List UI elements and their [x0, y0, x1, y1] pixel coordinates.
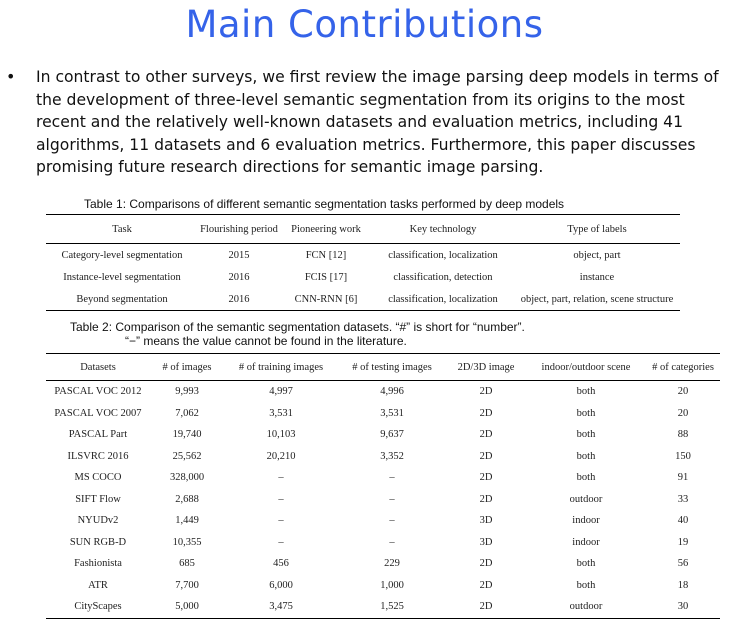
table1-header: Pioneering work	[280, 215, 372, 244]
table-cell: 2016	[228, 271, 250, 283]
table-cell: outdoor	[569, 493, 603, 505]
table-cell: 7,062	[175, 407, 199, 419]
table-cell: CityScapes	[74, 601, 122, 613]
table-cell: 3,531	[269, 407, 293, 419]
table-cell: 2D	[479, 429, 493, 441]
table-cell: 7,700	[175, 579, 199, 591]
table-cell: 2D	[479, 493, 493, 505]
table-cell: 1,525	[380, 601, 404, 613]
table-cell: 25,562	[172, 450, 202, 462]
table-cell: PASCAL Part	[68, 429, 128, 441]
table-cell: Category-level segmentation	[61, 249, 183, 261]
table2-header-row	[46, 354, 720, 381]
table-cell: 456	[273, 558, 289, 570]
table-cell: MS COCO	[74, 472, 122, 484]
table-cell: 1,000	[380, 579, 404, 591]
table-cell: both	[576, 579, 596, 591]
table-row	[46, 467, 720, 489]
table-cell: 9,637	[380, 429, 404, 441]
table-cell: 3,531	[380, 407, 404, 419]
table-cell: SUN RGB-D	[69, 536, 127, 548]
table1-header: Key technology	[372, 215, 514, 244]
table-cell: 3D	[479, 536, 493, 548]
table2-header: # of testing images	[338, 354, 446, 381]
table-cell: –	[389, 493, 395, 505]
table2-caption	[70, 320, 670, 348]
table-cell: 4,996	[380, 386, 404, 398]
table-cell: classification, detection	[393, 271, 493, 283]
table-cell: 56	[677, 558, 689, 570]
table-cell: 20,210	[266, 450, 296, 462]
table-cell: CNN-RNN [6]	[294, 293, 358, 305]
table-cell: 18	[677, 579, 689, 591]
table-cell: 2,688	[175, 493, 199, 505]
table-cell: FCN [12]	[305, 249, 347, 261]
table2-header: # of images	[150, 354, 224, 381]
table-cell: 4,997	[269, 386, 293, 398]
table-row	[46, 424, 720, 446]
table-cell: 150	[675, 450, 691, 462]
table-cell: 2D	[479, 601, 493, 613]
table-row	[46, 446, 720, 468]
table2-header: indoor/outdoor scene	[526, 354, 646, 381]
bullet-icon: •	[6, 67, 16, 86]
table-cell: –	[278, 536, 284, 548]
table-cell: SIFT Flow	[75, 493, 121, 505]
table-cell: –	[278, 515, 284, 527]
table-cell: 3D	[479, 515, 493, 527]
table-cell: 2D	[479, 579, 493, 591]
table-cell: indoor	[572, 515, 600, 527]
table-cell: PASCAL VOC 2007	[54, 407, 142, 419]
table-cell: 1,449	[175, 515, 199, 527]
table2-body	[46, 381, 720, 619]
bullet-text: In contrast to other surveys, we first review the image parsing deep models in terms of the development of three-level semantic segmentation from its origins to the most recent and the relatively well-known datasets and evaluation metrics, including 41 algorithms, 11 datasets and 6 evaluation metrics. Furthermore, this paper discusses promising future research directions for semantic image parsing.	[36, 68, 719, 176]
table-row	[46, 403, 720, 425]
table-cell: Fashionista	[74, 558, 122, 570]
table2	[46, 353, 720, 619]
table-cell: –	[389, 515, 395, 527]
table-cell: –	[389, 536, 395, 548]
table-cell: classification, localization	[388, 249, 498, 261]
table-cell: Instance-level segmentation	[63, 271, 181, 283]
table-cell: both	[576, 558, 596, 570]
table-row	[46, 532, 720, 554]
table-cell: 3,475	[269, 601, 293, 613]
table-cell: 328,000	[169, 472, 205, 484]
table-cell: 9,993	[175, 386, 199, 398]
table-cell: 10,103	[266, 429, 296, 441]
table2-header: Datasets	[46, 354, 150, 381]
table-cell: 20	[677, 407, 689, 419]
table-cell: object, part	[573, 249, 621, 261]
table2-header: 2D/3D image	[446, 354, 526, 381]
table-row	[46, 381, 720, 403]
table-cell: instance	[579, 271, 615, 283]
slide-title: Main Contributions	[185, 3, 544, 46]
table-cell: 2015	[228, 249, 250, 261]
table1-header-row	[46, 215, 680, 244]
table-cell: 229	[384, 558, 400, 570]
table-cell: 2D	[479, 407, 493, 419]
table-cell: both	[576, 386, 596, 398]
table-cell: 5,000	[175, 601, 199, 613]
table-cell: FCIS [17]	[304, 271, 348, 283]
table-cell: object, part, relation, scene structure	[520, 293, 674, 305]
table-cell: outdoor	[569, 601, 603, 613]
table-cell: –	[278, 472, 284, 484]
table1-header: Type of labels	[514, 215, 680, 244]
table1-caption: Table 1: Comparisons of different semantic segmentation tasks performed by deep models	[84, 197, 565, 211]
table-cell: 30	[677, 601, 689, 613]
table-cell: ATR	[88, 579, 108, 591]
table2-header: # of training images	[224, 354, 338, 381]
table-cell: both	[576, 429, 596, 441]
table-row	[46, 596, 720, 618]
table1	[46, 214, 680, 311]
table-cell: –	[278, 493, 284, 505]
table2-caption-line1: Table 2: Comparison of the semantic segmentation datasets. “#” is short for “number”.	[70, 320, 525, 334]
table-cell: 88	[677, 429, 689, 441]
table-row	[46, 288, 680, 311]
table-cell: 2D	[479, 472, 493, 484]
table-cell: –	[389, 472, 395, 484]
table-cell: 91	[677, 472, 689, 484]
table-row	[46, 266, 680, 288]
table1-header: Task	[46, 215, 198, 244]
table-cell: NYUDv2	[77, 515, 119, 527]
table2-caption-line2: “−” means the value cannot be found in the literature.	[125, 334, 407, 348]
table-cell: 19	[677, 536, 689, 548]
table-cell: classification, localization	[388, 293, 498, 305]
table-cell: ILSVRC 2016	[67, 450, 129, 462]
table-cell: both	[576, 472, 596, 484]
table-cell: 20	[677, 386, 689, 398]
table-cell: 685	[179, 558, 195, 570]
table-cell: 2016	[228, 293, 250, 305]
table-cell: 40	[677, 515, 689, 527]
table-cell: both	[576, 450, 596, 462]
table-cell: 3,352	[380, 450, 404, 462]
table-cell: 6,000	[269, 579, 293, 591]
table-cell: 10,355	[172, 536, 202, 548]
table-row	[46, 510, 720, 532]
table-cell: 2D	[479, 558, 493, 570]
table-row	[46, 244, 680, 267]
table-cell: both	[576, 407, 596, 419]
table-cell: 19,740	[172, 429, 202, 441]
table1-header: Flourishing period	[198, 215, 280, 244]
table-cell: 33	[677, 493, 689, 505]
table-row	[46, 575, 720, 597]
table-cell: 2D	[479, 386, 493, 398]
table-cell: indoor	[572, 536, 600, 548]
table-cell: Beyond segmentation	[76, 293, 168, 305]
table-cell: 2D	[479, 450, 493, 462]
table-row	[46, 489, 720, 511]
table-row	[46, 553, 720, 575]
table-cell: PASCAL VOC 2012	[54, 386, 142, 398]
table2-header: # of categories	[646, 354, 720, 381]
